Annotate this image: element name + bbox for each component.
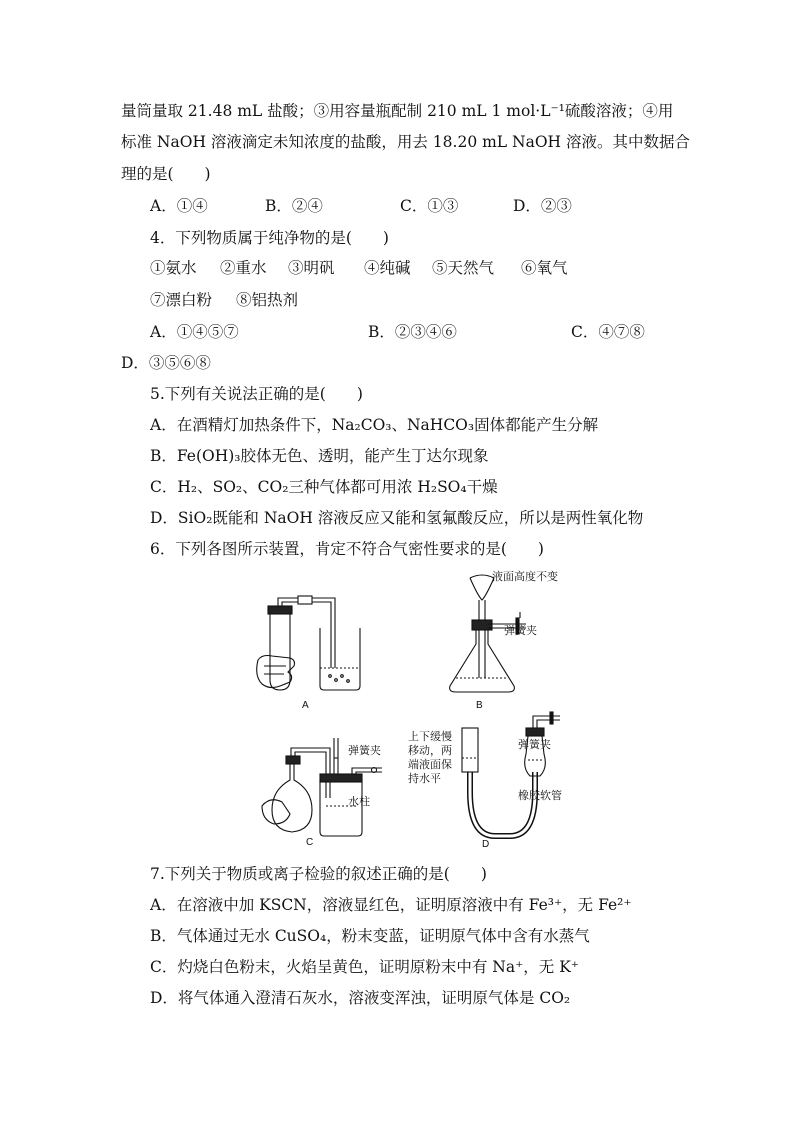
q3-option-b: B．②④ (265, 197, 323, 215)
annotation-d-note-2: 移动，两 (408, 744, 452, 757)
q7-option-b: B．气体通过无水 CuSO₄，粉末变蓝，证明原气体中含有水蒸气 (150, 927, 590, 945)
q5-stem: 5.下列有关说法正确的是( ) (150, 385, 363, 403)
q4-item-8: ⑧铝热剂 (236, 291, 299, 309)
annotation-c-water-column: 水柱 (348, 795, 370, 808)
q3-line-3: 理的是( ) (121, 165, 211, 183)
annotation-b-clamp: 弹簧夹 (504, 624, 537, 637)
q3-line-1: 量筒量取 21.48 mL 盐酸；③用容量瓶配制 210 mL 1 mol·L⁻¹硫酸溶液；④用 (121, 102, 674, 120)
annotation-d-note-4: 持水平 (408, 772, 441, 785)
q6-stem: 6．下列各图所示装置，肯定不符合气密性要求的是( ) (150, 540, 544, 558)
q7-stem: 7.下列关于物质或离子检验的叙述正确的是( ) (150, 865, 487, 883)
q4-item-3: ③明矾 (288, 259, 335, 277)
q5-option-a: A．在酒精灯加热条件下，Na₂CO₃、NaHCO₃固体都能产生分解 (150, 416, 599, 434)
q4-item-4: ④纯碱 (364, 259, 411, 277)
apparatus-a (257, 596, 360, 690)
q3-option-c: C．①③ (400, 197, 459, 215)
q7-option-a: A．在溶液中加 KSCN，溶液显红色，证明原溶液中有 Fe³⁺，无 Fe²⁺ (150, 896, 632, 914)
q4-option-a: A．①④⑤⑦ (150, 323, 239, 341)
q4-item-6: ⑥氧气 (521, 259, 568, 277)
q4-item-1: ①氨水 (150, 259, 197, 277)
q3-option-d: D．②③ (513, 197, 572, 215)
annotation-d-rubber-tube: 橡胶软管 (518, 789, 562, 802)
figure-label-b: B (476, 700, 483, 711)
annotation-b-level: 液面高度不变 (492, 570, 558, 583)
q4-item-7: ⑦漂白粉 (150, 291, 213, 309)
q4-stem: 4．下列物质属于纯净物的是( ) (150, 229, 389, 247)
figure-label-a: A (302, 700, 309, 711)
q4-option-b: B．②③④⑥ (368, 323, 457, 341)
q4-item-2: ②重水 (220, 259, 267, 277)
q5-option-b: B．Fe(OH)₃胶体无色、透明，能产生丁达尔现象 (150, 447, 489, 465)
q4-item-5: ⑤天然气 (432, 259, 495, 277)
figure-label-d: D (482, 839, 490, 850)
q4-option-c: C．④⑦⑧ (571, 323, 645, 341)
q5-option-c: C．H₂、SO₂、CO₂三种气体都可用浓 H₂SO₄干燥 (150, 478, 498, 496)
annotation-d-note-1: 上下缓慢 (408, 730, 452, 743)
annotation-c-clamp: 弹簧夹 (348, 744, 381, 757)
apparatus-d (462, 712, 560, 836)
q5-option-d: D．SiO₂既能和 NaOH 溶液反应又能和氢氟酸反应，所以是两性氧化物 (150, 509, 644, 527)
q4-option-d: D．③⑤⑥⑧ (121, 354, 211, 372)
annotation-d-clamp: 弹簧夹 (518, 738, 551, 751)
figure-label-c: C (306, 837, 314, 848)
annotation-d-note-3: 端液面保 (408, 758, 452, 771)
apparatus-figure (250, 568, 590, 853)
q7-option-d: D．将气体通入澄清石灰水，溶液变浑浊，证明原气体是 CO₂ (150, 989, 571, 1007)
q3-line-2: 标准 NaOH 溶液滴定未知浓度的盐酸，用去 18.20 mL NaOH 溶液。其中数据合 (121, 133, 690, 151)
q7-option-c: C．灼烧白色粉末，火焰呈黄色，证明原粉末中有 Na⁺，无 K⁺ (150, 958, 579, 976)
q3-option-a: A．①④ (150, 197, 208, 215)
